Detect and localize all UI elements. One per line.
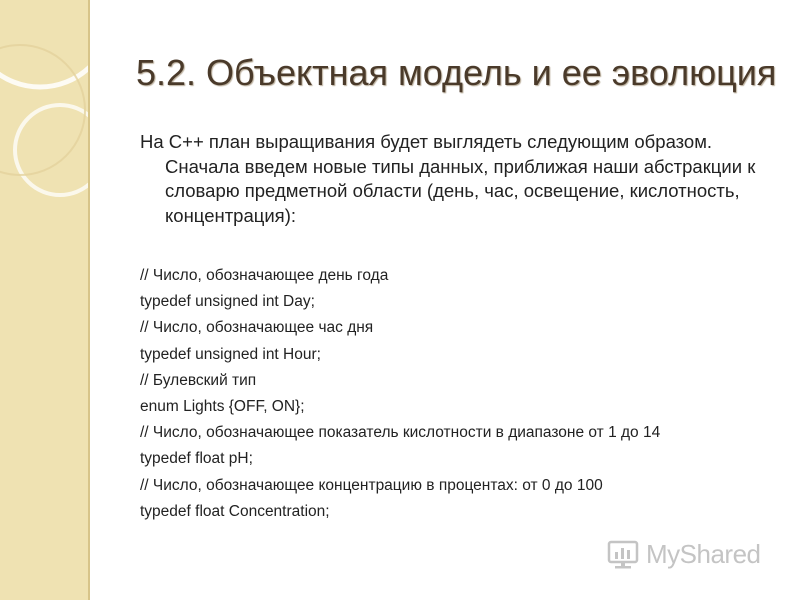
code-line: // Число, обозначающее день года	[140, 267, 389, 284]
watermark-text: MyShared	[646, 538, 761, 569]
intro-first-line: На С++ план выращивания будет выглядеть следующим образом.	[140, 131, 713, 152]
intro-continuation: Сначала введем новые типы данных, приближая наши абстракции к словарю предметной области (день, час, освещение, кислотность, концентрация):	[165, 155, 756, 226]
myshared-watermark	[606, 536, 776, 572]
code-line: typedef float Concentration;	[140, 502, 330, 520]
decorative-circles	[0, 0, 88, 600]
code-line: typedef unsigned int Hour;	[140, 345, 321, 363]
intro-paragraph	[140, 130, 780, 228]
decorative-side-panel	[0, 0, 88, 600]
myshared-logo-icon	[606, 538, 640, 570]
code-line: typedef float pH;	[140, 450, 253, 468]
panel-divider	[88, 0, 90, 600]
code-block	[140, 263, 780, 525]
code-line: enum Lights {OFF, ON};	[140, 398, 305, 416]
code-line: // Число, обозначающее показатель кислотности в диапазоне от 1 до 14	[140, 424, 661, 442]
code-line: // Число, обозначающее концентрацию в процентах: от 0 до 100	[140, 476, 603, 494]
slide-title: 5.2. Объектная модель и ее эволюция	[136, 52, 777, 93]
code-line: // Булевский тип	[140, 371, 257, 389]
code-line: // Число, обозначающее час дня	[140, 319, 374, 337]
code-line: typedef unsigned int Day;	[140, 293, 315, 311]
